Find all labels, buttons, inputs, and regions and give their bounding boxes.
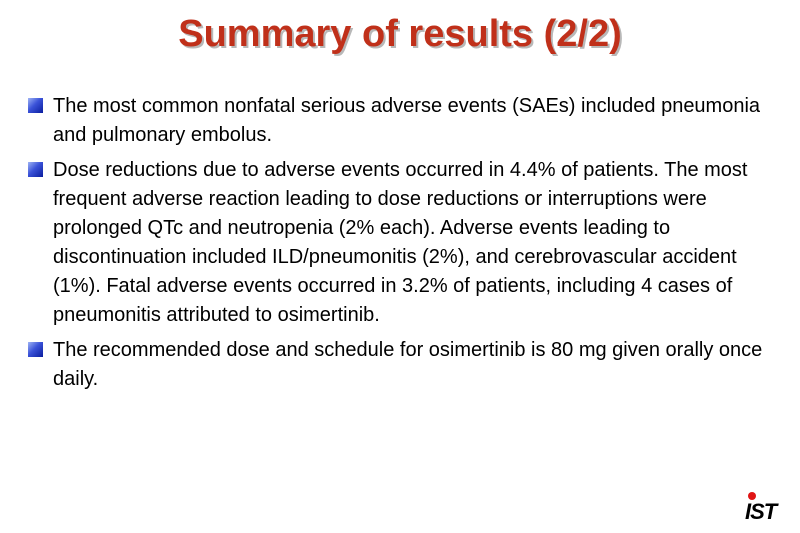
bullet-item — [28, 336, 783, 394]
logo-text: IST — [745, 499, 777, 524]
bullet-text: The recommended dose and schedule for osimertinib is 80 mg given orally once daily. — [53, 339, 763, 390]
ist-logo — [745, 492, 785, 526]
bullet-text: The most common nonfatal serious adverse events (SAEs) included pneumonia and pulmonary embolus. — [53, 95, 761, 146]
slide-title: Summary of results (2/2) — [178, 13, 622, 55]
bullet-text: Dose reductions due to adverse events occurred in 4.4% of patients. The most frequent adverse reaction leading to dose reductions or interruptions were prolonged QTc and neutropenia (2% each). Adverse events leading to discontinuation included ILD/pneumonitis (2%), and cerebrovascular accident (1%). Fatal adverse events occurred in 3.2% of patients, including 4 cases of pneumonitis attributed to osimertinib. — [53, 159, 748, 326]
square-bullet-icon — [28, 342, 43, 357]
bullet-item — [28, 156, 783, 330]
square-bullet-icon — [28, 98, 43, 113]
bullet-list — [28, 92, 783, 400]
bullet-item — [28, 92, 783, 150]
square-bullet-icon — [28, 162, 43, 177]
